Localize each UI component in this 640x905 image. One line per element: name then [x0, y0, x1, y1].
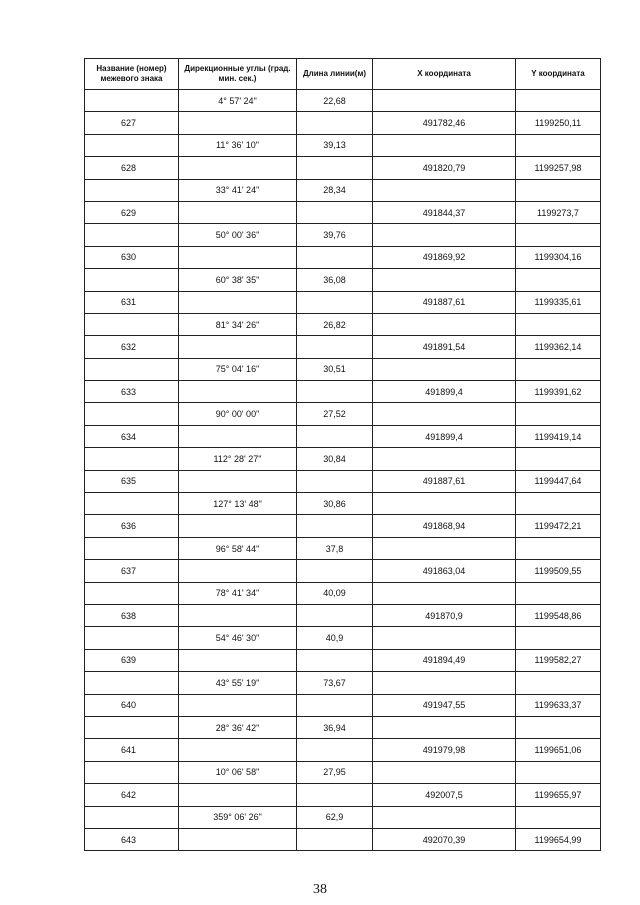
mark-cell [85, 269, 179, 291]
segment-row [85, 582, 601, 604]
x-coordinate-cell: 491891,54 [373, 336, 516, 358]
y-coordinate-cell: 1199509,55 [516, 560, 601, 582]
mark-cell: 638 [85, 604, 179, 626]
x-coordinate-cell [373, 761, 516, 783]
segment-row [85, 493, 601, 515]
length-cell: 36,08 [297, 269, 373, 291]
x-coordinate-cell: 491863,04 [373, 560, 516, 582]
segment-row [85, 313, 601, 335]
length-cell: 62,9 [297, 806, 373, 828]
angle-cell: 359° 06' 26" [179, 806, 297, 828]
point-row [85, 157, 601, 179]
length-cell [297, 201, 373, 223]
y-coordinate-cell: 1199472,21 [516, 515, 601, 537]
x-coordinate-cell: 491887,61 [373, 470, 516, 492]
angle-cell: 78° 41' 34" [179, 582, 297, 604]
x-coordinate-cell: 491894,49 [373, 649, 516, 671]
length-cell: 39,76 [297, 224, 373, 246]
x-coordinate-cell: 491820,79 [373, 157, 516, 179]
point-row [85, 246, 601, 268]
x-coordinate-cell: 491870,9 [373, 604, 516, 626]
length-cell: 30,86 [297, 493, 373, 515]
angle-cell [179, 157, 297, 179]
length-cell: 39,13 [297, 134, 373, 156]
length-cell [297, 784, 373, 806]
point-row [85, 694, 601, 716]
y-coordinate-cell [516, 672, 601, 694]
y-coordinate-cell: 1199654,99 [516, 828, 601, 850]
y-coordinate-cell [516, 582, 601, 604]
segment-row [85, 269, 601, 291]
angle-cell [179, 515, 297, 537]
segment-row [85, 627, 601, 649]
mark-cell: 636 [85, 515, 179, 537]
angle-cell: 127° 13' 48" [179, 493, 297, 515]
angle-cell [179, 381, 297, 403]
header-angle: Дирекционные углы (град. мин. сек.) [179, 59, 297, 90]
y-coordinate-cell [516, 269, 601, 291]
segment-row [85, 716, 601, 738]
length-cell [297, 425, 373, 447]
angle-cell: 11° 36' 10" [179, 134, 297, 156]
length-cell: 37,8 [297, 537, 373, 559]
point-row [85, 649, 601, 671]
length-cell [297, 649, 373, 671]
point-row [85, 336, 601, 358]
y-coordinate-cell [516, 358, 601, 380]
x-coordinate-cell [373, 134, 516, 156]
mark-cell [85, 179, 179, 201]
angle-cell [179, 201, 297, 223]
mark-cell [85, 672, 179, 694]
angle-cell: 54° 46' 30" [179, 627, 297, 649]
x-coordinate-cell [373, 90, 516, 112]
header-x: X координата [373, 59, 516, 90]
x-coordinate-cell [373, 493, 516, 515]
y-coordinate-cell [516, 403, 601, 425]
y-coordinate-cell [516, 806, 601, 828]
y-coordinate-cell: 1199651,06 [516, 739, 601, 761]
y-coordinate-cell: 1199548,86 [516, 604, 601, 626]
x-coordinate-cell: 491979,98 [373, 739, 516, 761]
mark-cell: 635 [85, 470, 179, 492]
angle-cell: 50° 00' 36" [179, 224, 297, 246]
angle-cell [179, 470, 297, 492]
length-cell [297, 560, 373, 582]
length-cell [297, 291, 373, 313]
y-coordinate-cell [516, 90, 601, 112]
y-coordinate-cell [516, 179, 601, 201]
mark-cell: 627 [85, 112, 179, 134]
y-coordinate-cell [516, 313, 601, 335]
point-row [85, 201, 601, 223]
length-cell: 28,34 [297, 179, 373, 201]
mark-cell: 629 [85, 201, 179, 223]
segment-row [85, 134, 601, 156]
y-coordinate-cell [516, 761, 601, 783]
mark-cell: 628 [85, 157, 179, 179]
table-header-row [85, 59, 601, 90]
y-coordinate-cell [516, 627, 601, 649]
mark-cell [85, 358, 179, 380]
length-cell: 40,9 [297, 627, 373, 649]
mark-cell [85, 537, 179, 559]
angle-cell [179, 112, 297, 134]
angle-cell: 90° 00' 00" [179, 403, 297, 425]
length-cell [297, 470, 373, 492]
x-coordinate-cell: 491782,46 [373, 112, 516, 134]
x-coordinate-cell [373, 269, 516, 291]
angle-cell [179, 246, 297, 268]
x-coordinate-cell [373, 806, 516, 828]
segment-row [85, 537, 601, 559]
y-coordinate-cell: 1199304,16 [516, 246, 601, 268]
angle-cell: 43° 55' 19" [179, 672, 297, 694]
y-coordinate-cell: 1199335,61 [516, 291, 601, 313]
y-coordinate-cell [516, 493, 601, 515]
mark-cell [85, 493, 179, 515]
segment-row [85, 224, 601, 246]
mark-cell [85, 313, 179, 335]
point-row [85, 470, 601, 492]
mark-cell: 630 [85, 246, 179, 268]
segment-row [85, 448, 601, 470]
y-coordinate-cell: 1199447,64 [516, 470, 601, 492]
mark-cell: 642 [85, 784, 179, 806]
mark-cell: 641 [85, 739, 179, 761]
angle-cell: 10° 06' 58" [179, 761, 297, 783]
angle-cell: 33° 41' 24" [179, 179, 297, 201]
angle-cell [179, 694, 297, 716]
angle-cell [179, 336, 297, 358]
y-coordinate-cell [516, 134, 601, 156]
point-row [85, 604, 601, 626]
mark-cell: 631 [85, 291, 179, 313]
x-coordinate-cell: 491947,55 [373, 694, 516, 716]
point-row [85, 828, 601, 850]
mark-cell [85, 403, 179, 425]
mark-cell [85, 224, 179, 246]
point-row [85, 112, 601, 134]
y-coordinate-cell [516, 716, 601, 738]
mark-cell: 632 [85, 336, 179, 358]
length-cell [297, 694, 373, 716]
angle-cell [179, 604, 297, 626]
header-y: Y координата [516, 59, 601, 90]
length-cell [297, 515, 373, 537]
x-coordinate-cell [373, 537, 516, 559]
segment-row [85, 806, 601, 828]
angle-cell: 4° 57' 24" [179, 90, 297, 112]
y-coordinate-cell [516, 224, 601, 246]
mark-cell [85, 627, 179, 649]
angle-cell: 112° 28' 27" [179, 448, 297, 470]
mark-cell [85, 716, 179, 738]
mark-cell [85, 90, 179, 112]
length-cell: 27,95 [297, 761, 373, 783]
x-coordinate-cell [373, 403, 516, 425]
angle-cell [179, 560, 297, 582]
y-coordinate-cell [516, 448, 601, 470]
mark-cell [85, 761, 179, 783]
angle-cell: 96° 58' 44" [179, 537, 297, 559]
angle-cell [179, 828, 297, 850]
x-coordinate-cell: 491868,94 [373, 515, 516, 537]
y-coordinate-cell: 1199655,97 [516, 784, 601, 806]
mark-cell [85, 806, 179, 828]
x-coordinate-cell [373, 672, 516, 694]
mark-cell: 639 [85, 649, 179, 671]
angle-cell [179, 291, 297, 313]
segment-row [85, 179, 601, 201]
angle-cell: 28° 36' 42" [179, 716, 297, 738]
mark-cell: 637 [85, 560, 179, 582]
length-cell [297, 157, 373, 179]
x-coordinate-cell [373, 627, 516, 649]
y-coordinate-cell: 1199633,37 [516, 694, 601, 716]
length-cell [297, 604, 373, 626]
point-row [85, 784, 601, 806]
mark-cell: 633 [85, 381, 179, 403]
angle-cell [179, 739, 297, 761]
x-coordinate-cell: 491887,61 [373, 291, 516, 313]
x-coordinate-cell [373, 582, 516, 604]
x-coordinate-cell [373, 179, 516, 201]
angle-cell [179, 784, 297, 806]
x-coordinate-cell: 491899,4 [373, 425, 516, 447]
length-cell: 73,67 [297, 672, 373, 694]
length-cell [297, 739, 373, 761]
x-coordinate-cell [373, 224, 516, 246]
point-row [85, 381, 601, 403]
length-cell: 27,52 [297, 403, 373, 425]
point-row [85, 739, 601, 761]
x-coordinate-cell: 491869,92 [373, 246, 516, 268]
x-coordinate-cell: 491899,4 [373, 381, 516, 403]
length-cell: 22,68 [297, 90, 373, 112]
mark-cell [85, 134, 179, 156]
length-cell: 30,51 [297, 358, 373, 380]
length-cell [297, 828, 373, 850]
mark-cell: 640 [85, 694, 179, 716]
y-coordinate-cell [516, 537, 601, 559]
angle-cell [179, 649, 297, 671]
x-coordinate-cell: 491844,37 [373, 201, 516, 223]
length-cell: 36,94 [297, 716, 373, 738]
angle-cell: 81° 34' 26" [179, 313, 297, 335]
point-row [85, 560, 601, 582]
mark-cell: 643 [85, 828, 179, 850]
mark-cell: 634 [85, 425, 179, 447]
point-row [85, 515, 601, 537]
page-number: 38 [313, 882, 327, 897]
header-mark: Название (номер) межевого знака [85, 59, 179, 90]
length-cell [297, 246, 373, 268]
x-coordinate-cell: 492070,39 [373, 828, 516, 850]
x-coordinate-cell [373, 448, 516, 470]
segment-row [85, 403, 601, 425]
length-cell [297, 381, 373, 403]
header-length: Длина линии(м) [297, 59, 373, 90]
boundary-coordinates-table [84, 58, 601, 851]
segment-row [85, 90, 601, 112]
x-coordinate-cell [373, 313, 516, 335]
y-coordinate-cell: 1199250,11 [516, 112, 601, 134]
length-cell [297, 112, 373, 134]
segment-row [85, 761, 601, 783]
length-cell: 26,82 [297, 313, 373, 335]
point-row [85, 425, 601, 447]
x-coordinate-cell: 492007,5 [373, 784, 516, 806]
y-coordinate-cell: 1199582,27 [516, 649, 601, 671]
length-cell [297, 336, 373, 358]
segment-row [85, 358, 601, 380]
point-row [85, 291, 601, 313]
segment-row [85, 672, 601, 694]
y-coordinate-cell: 1199362,14 [516, 336, 601, 358]
y-coordinate-cell: 1199273,7 [516, 201, 601, 223]
angle-cell: 60° 38' 35" [179, 269, 297, 291]
y-coordinate-cell: 1199391,62 [516, 381, 601, 403]
x-coordinate-cell [373, 716, 516, 738]
mark-cell [85, 448, 179, 470]
angle-cell [179, 425, 297, 447]
y-coordinate-cell: 1199257,98 [516, 157, 601, 179]
length-cell: 40,09 [297, 582, 373, 604]
mark-cell [85, 582, 179, 604]
x-coordinate-cell [373, 358, 516, 380]
y-coordinate-cell: 1199419,14 [516, 425, 601, 447]
angle-cell: 75° 04' 16" [179, 358, 297, 380]
length-cell: 30,84 [297, 448, 373, 470]
